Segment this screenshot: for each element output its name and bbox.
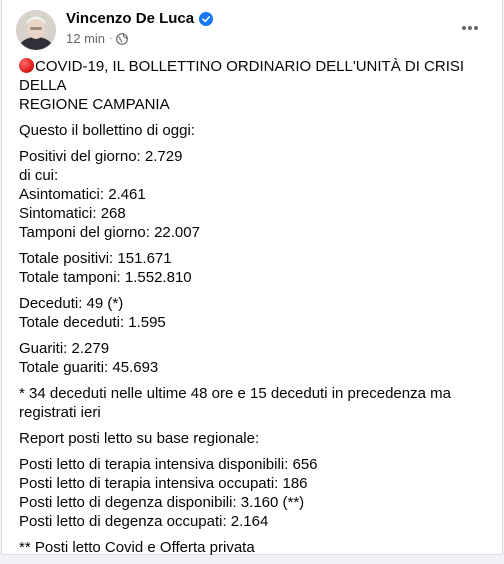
stat-line: Posti letto di terapia intensiva disponibili: 656: [19, 456, 318, 473]
stat-line: Totale positivi: 151.671: [19, 250, 172, 267]
post-timestamp[interactable]: 12 min: [66, 31, 106, 46]
more-options-button[interactable]: [456, 14, 484, 42]
stat-line: di cui:: [19, 167, 59, 184]
title-line-2: REGIONE CAMPANIA: [19, 96, 170, 113]
title-line: [19, 57, 485, 95]
recovered-block: [19, 339, 485, 377]
note-line: * 34 deceduti nelle ultime 48 ore e 15 deceduti in precedenza ma: [19, 385, 451, 402]
stat-line: Deceduti: 49 (*): [19, 295, 124, 312]
footnote: ** Posti letto Covid e Offerta privata: [19, 539, 255, 556]
report-heading: Report posti letto su base regionale:: [19, 430, 260, 447]
author-avatar[interactable]: [16, 10, 56, 50]
post-meta: [66, 31, 128, 46]
note-line: registrati ieri: [19, 404, 101, 421]
avatar-portrait-icon: [16, 10, 56, 50]
globe-icon[interactable]: [116, 33, 128, 45]
stat-line: Totale tamponi: 1.552.810: [19, 269, 192, 286]
stat-line: Sintomatici: 268: [19, 205, 126, 222]
more-options-icon: [461, 25, 479, 31]
verified-badge-icon: [199, 12, 213, 26]
stat-line: Positivi del giorno: 2.729: [19, 148, 183, 165]
stat-line: Asintomatici: 2.461: [19, 186, 146, 203]
author-name-text[interactable]: Vincenzo De Luca: [66, 10, 195, 27]
beds-block: [19, 455, 485, 531]
stat-line: Guariti: 2.279: [19, 340, 110, 357]
deaths-block: [19, 294, 485, 332]
post-card: [2, 0, 502, 554]
post-title: [19, 57, 485, 114]
deaths-note: [19, 384, 485, 422]
red-circle-emoji-icon: [19, 58, 34, 73]
intro-text: Questo il bollettino di oggi:: [19, 122, 195, 139]
stat-line: Posti letto di terapia intensiva occupati: 186: [19, 475, 308, 492]
title-line-1: COVID-19, IL BOLLETTINO ORDINARIO DELL'UNITÀ DI CRISI DELLA: [19, 58, 465, 94]
daily-stats-block: [19, 147, 485, 242]
totals-block: [19, 249, 485, 287]
stat-line: Posti letto di degenza occupati: 2.164: [19, 513, 269, 530]
meta-separator: ·: [109, 33, 113, 44]
stat-line: Posti letto di degenza disponibili: 3.160 (**): [19, 494, 305, 511]
stat-line: Totale guariti: 45.693: [19, 359, 159, 376]
author-name[interactable]: [66, 10, 213, 27]
post-header: [16, 10, 488, 50]
stat-line: Totale deceduti: 1.595: [19, 314, 166, 331]
stat-line: Tamponi del giorno: 22.007: [19, 224, 200, 241]
post-body: [19, 57, 485, 564]
